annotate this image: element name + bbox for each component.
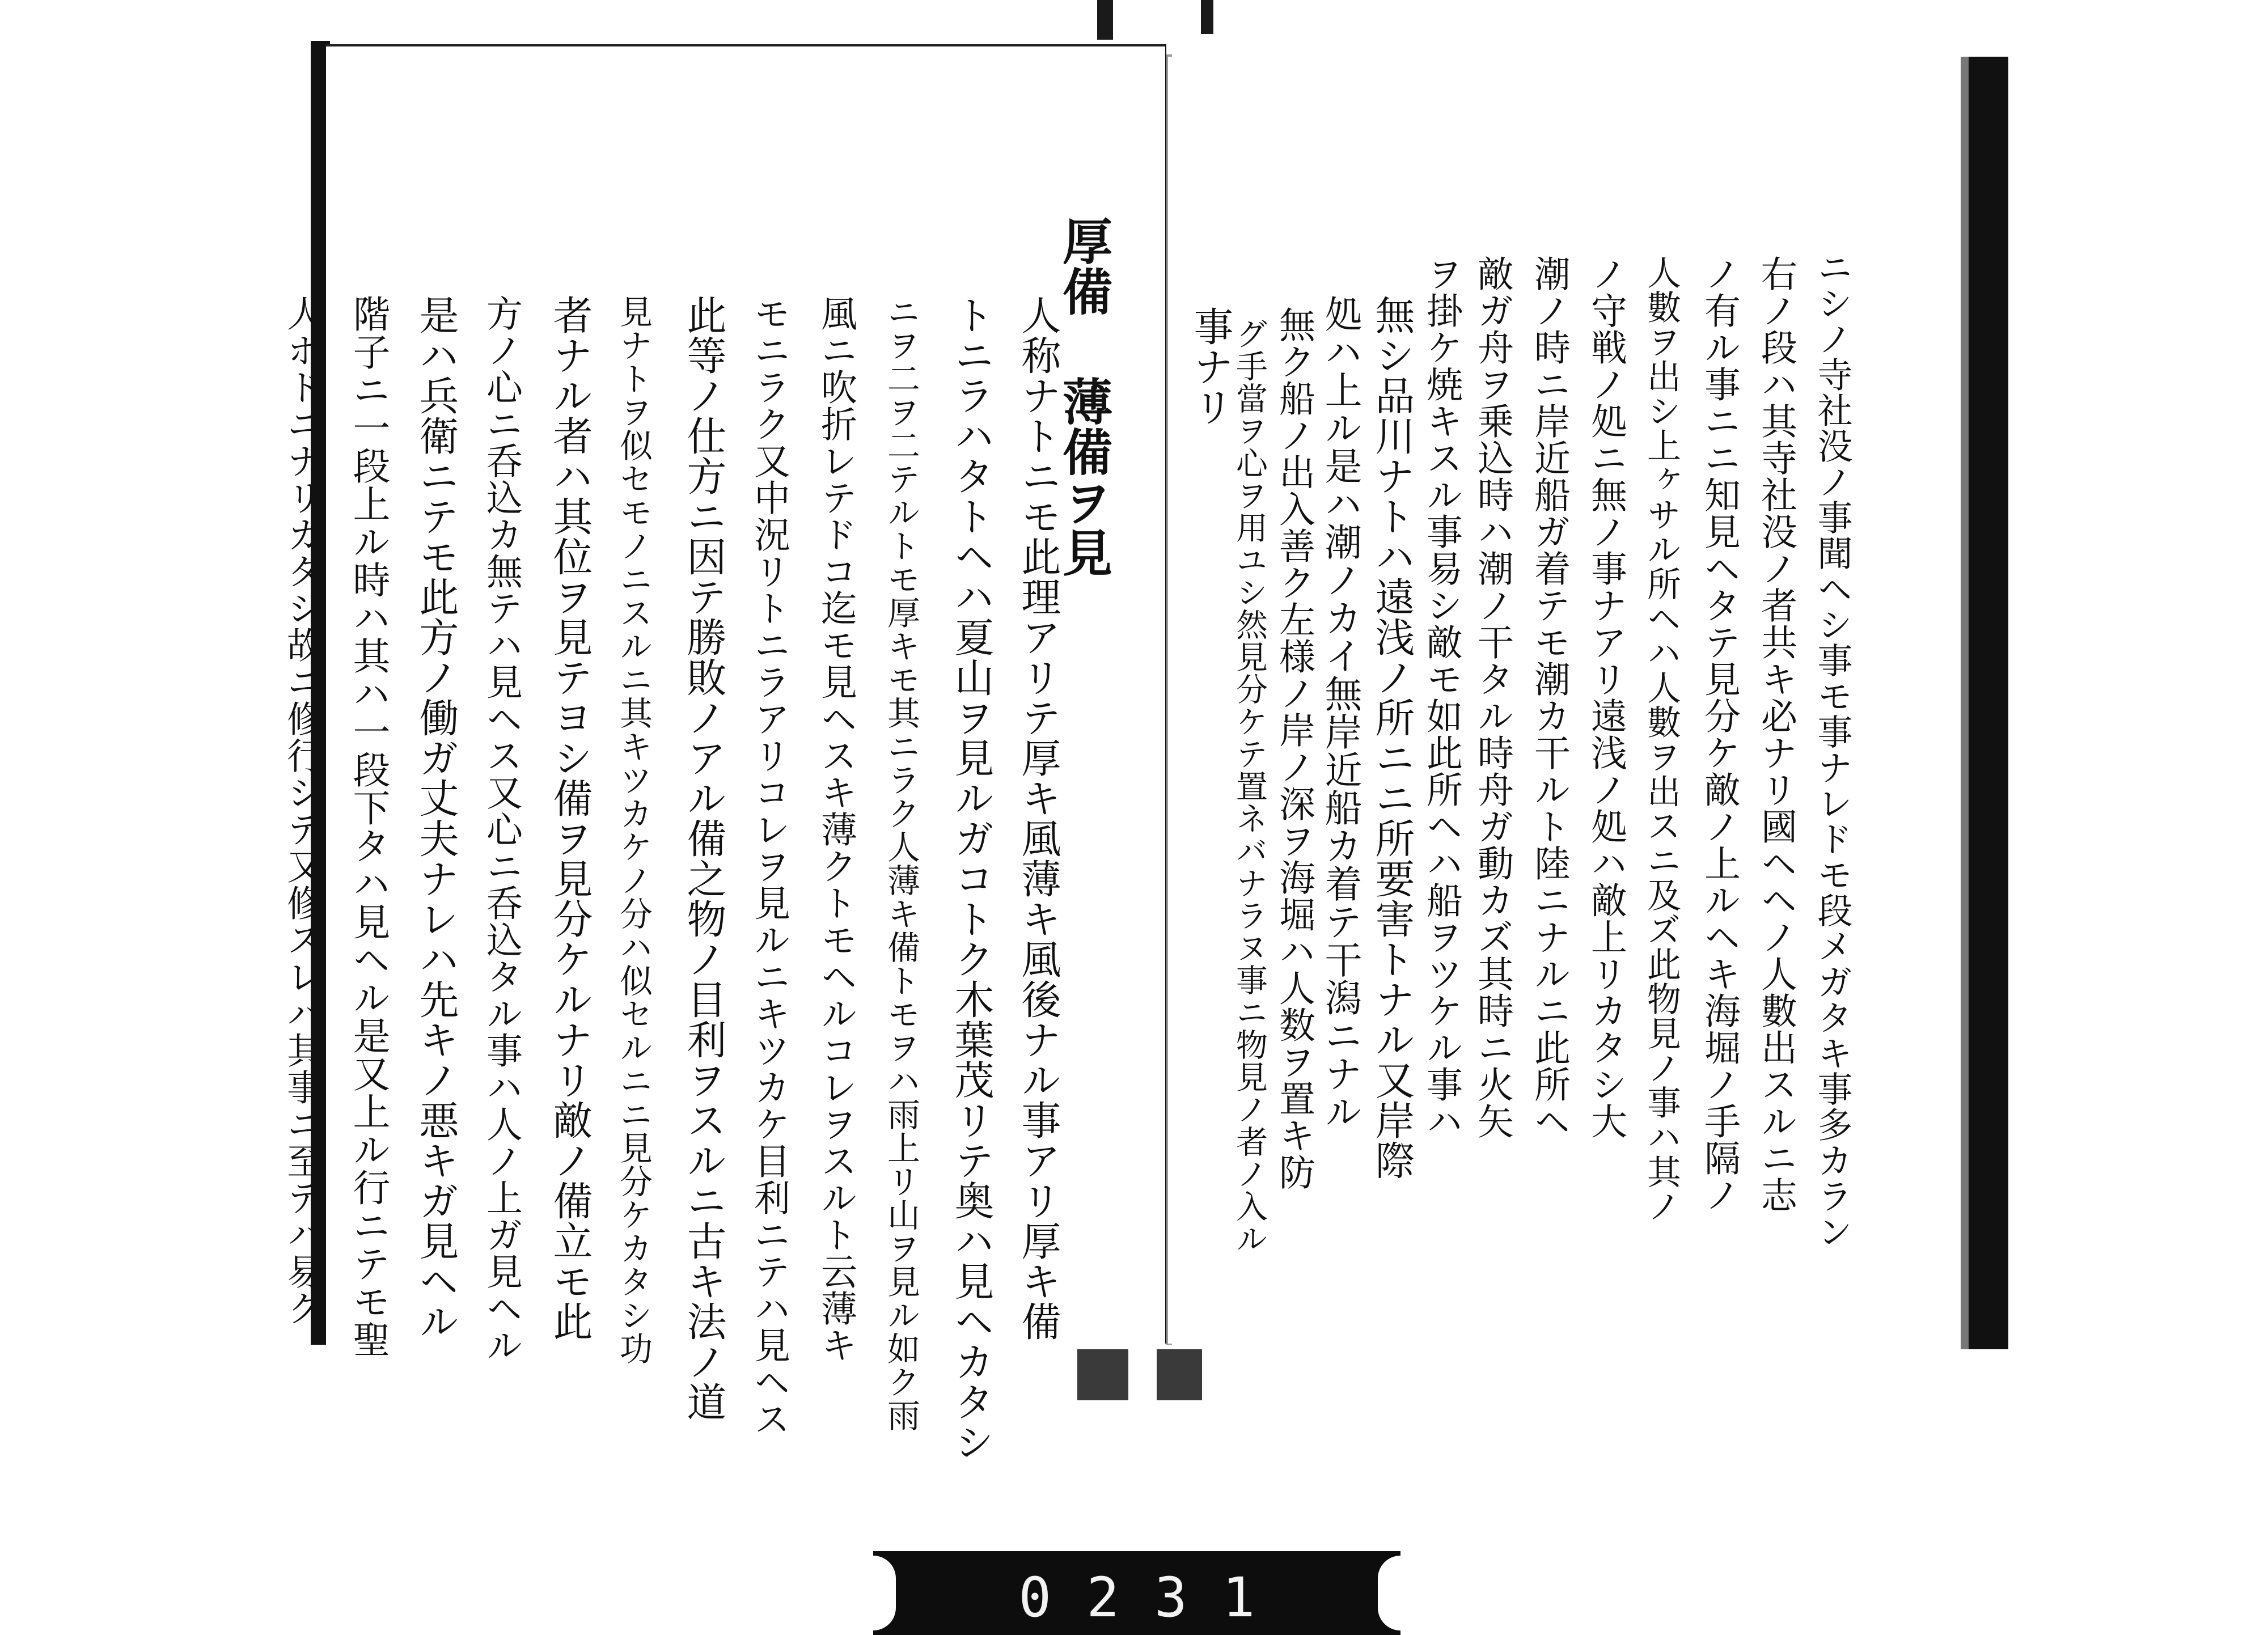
right-text-column: 人數ヲ出シ上ヶサル所ヘハ人數ヲ出スニ及ズ此物見ノ事ハ其ノ: [1641, 255, 1681, 1223]
right-text-column: 右ノ段ハ其寺社没ノ者共キ必ナリ國ヘヘノ人數出スルニ志: [1755, 255, 1797, 1213]
right-text-column: グ手當ヲ心ヲ用ユシ然見分ケテ置ネバナラヌ事ニ物見ノ者ノ入ル: [1231, 317, 1268, 1255]
frame-number: 0231: [1018, 1566, 1290, 1629]
left-text-column: 風ニ吹折レテドコ迄モ見ヘスキ薄クトモヘルコレヲスルト云薄キ: [815, 295, 857, 1363]
binding-smudge: [1201, 0, 1213, 34]
section-heading: 厚備 薄備ヲ見: [1055, 215, 1114, 578]
right-text-column: 事ナリ: [1187, 306, 1234, 427]
left-text-column: 者ナル者ハ其位ヲ見テヨシ備ヲ見分ケルナリ敵ノ備立モ此: [547, 295, 593, 1341]
left-text-column: 階子ニ一段上ル時ハ其ハ一段下タハ見ヘル是又上ル行ニテモ聖: [346, 295, 390, 1358]
binding-smudge: [1097, 0, 1113, 40]
right-page-edge: [1969, 57, 2008, 1349]
left-text-column: 此等ノ仕方ニ因テ勝敗ノアル備之物ノ目利ヲスルニ古キ法ノ道: [680, 295, 727, 1422]
right-text-column: 無シ品川ナトハ遠浅ノ所ニニ所要害トナル又岸際: [1369, 295, 1415, 1180]
left-text-column: 方ノ心ニ呑込カ無テハ見ヘス又心ニ呑込タル事ハ人ノ上ガ見ヘル: [480, 295, 522, 1363]
right-text-column: ヲ掛ケ焼キスル事易シ敵モ如此所ヘハ船ヲツケル事ハ: [1420, 255, 1462, 1140]
binding-smudge: [1077, 1349, 1128, 1400]
left-text-column: 人ホドニナリカタシ故ニ修行シテ又修スレバ其事ニ至テハ易ク: [281, 295, 323, 1327]
right-text-column: 無ク船ノ出入善ク左様ノ岸ノ深ヲ海堀ハ人数ヲ置キ防: [1273, 306, 1315, 1191]
left-text-column: モニラク又中況リトニラアリコレヲ見ルニキツカケ目利ニテハ見ヘス: [748, 295, 790, 1437]
binding-smudge: [1157, 1349, 1202, 1400]
left-text-column: 是ハ兵衛ニテモ此方ノ働ガ丈夫ナレハ先キノ悪キガ見ヘル: [413, 295, 459, 1341]
left-text-column: ニヲ二ヲ二テルトモ厚キモ其ニラク人薄キ備トモヲハ雨上リ山ヲ見ル如ク雨: [882, 295, 920, 1432]
left-text-column: 見ナトヲ似セモノニスルニ其キツカケノ分ハ似セルニニ見分ケカタシ功: [614, 295, 653, 1365]
right-text-column: 処ハ上ル是ハ潮ノカイ無岸近船カ着テ干潟ニナル: [1318, 295, 1362, 1130]
right-text-column: ノ有ル事ニニ知見ヘタテ見分ケ敵ノ上ルヘキ海堀ノ手隔ノ: [1698, 255, 1740, 1213]
right-text-column: ニシノ寺社没ノ事聞ヘシ事モ事ナレドモ段メガタキ事多カラン: [1812, 249, 1853, 1249]
left-text-column: 人称ナトニモ此理アリテ厚キ風薄キ風後ナル事アリ厚キ備: [1015, 295, 1061, 1341]
left-text-column: トニラハタトヘハ夏山ヲ見ルガコトク木葉茂リテ奥ハ見ヘカタシ: [948, 295, 995, 1462]
right-text-column: 敵ガ舟ヲ乗込時ハ潮ノ干タル時舟ガ動カズ其時ニ火矢: [1471, 255, 1513, 1140]
right-text-column: 潮ノ時ニ岸近船ガ着テモ潮カ干ルト陸ニナルニ此所ヘ: [1528, 255, 1570, 1140]
right-text-column: ノ守戦ノ処ニ無ノ事ナアリ遠浅ノ処ハ敵上リカタシ大: [1585, 255, 1627, 1140]
frame-number-plate: [873, 1551, 1400, 1635]
